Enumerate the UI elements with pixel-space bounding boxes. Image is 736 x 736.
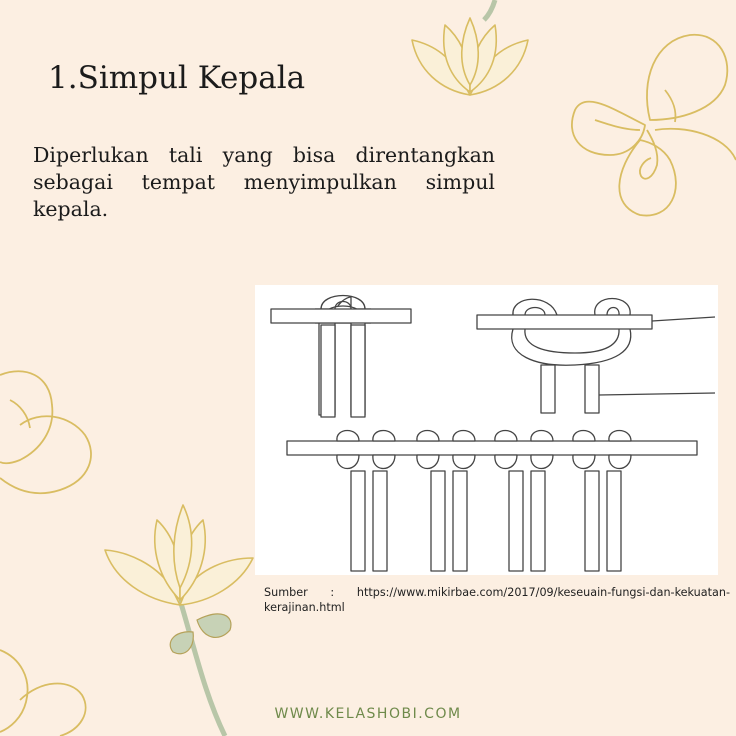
website-url[interactable]: WWW.KELASHOBI.COM — [274, 706, 462, 722]
knot-illustration — [255, 285, 718, 575]
lotus-flower-bottom-left — [85, 480, 265, 736]
source-citation: Sumber : https://www.mikirbae.com/2017/09/keseuain-fungsi-dan-kekuatan-kerajinan.html — [264, 586, 730, 614]
description-text: Diperlukan tali yang bisa direntangkan sebagai tempat menyimpulkan simpul kepala. — [33, 143, 495, 221]
page-title: 1.Simpul Kepala — [48, 60, 306, 96]
lotus-flower-top — [400, 0, 540, 100]
orchid-flower-top-right — [555, 30, 736, 225]
